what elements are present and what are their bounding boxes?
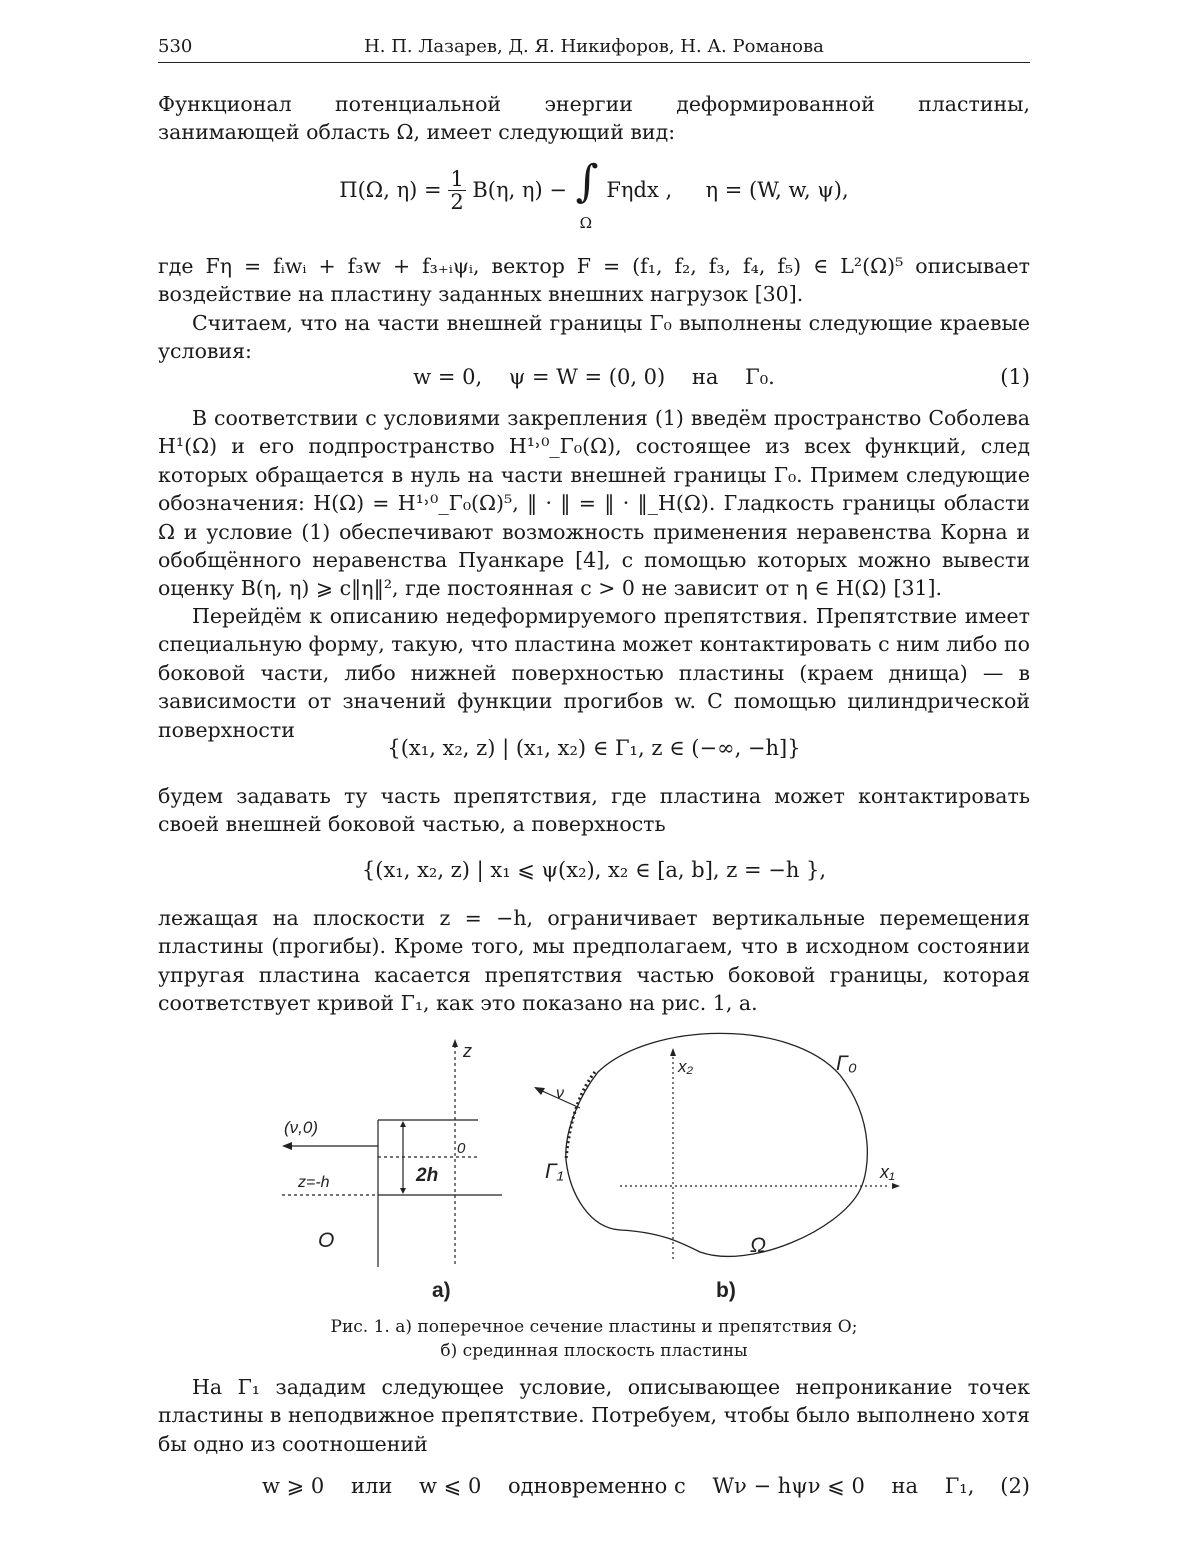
caption-line-2: б) срединная плоскость пластины xyxy=(440,1341,748,1361)
paragraph-5: Перейдём к описанию недеформируемого препятствия. Препятствие имеет специальную форму, такую, что пластина может контактировать с ним либо по боковой части, либо нижней поверхностью пластины (краем днища) — в зависимости от значений функции прогибов w. С помощью цилиндрической поверхности xyxy=(158,604,1030,742)
label-omega: Ω xyxy=(750,1234,766,1257)
paragraph-4: В соответствии с условиями закрепления (1) введём пространство Соболева H¹(Ω) и его подпространство H¹˒⁰_Γ₀(Ω), состоящее из всех функций, след которых обращается в нуль на части внешней границы Γ₀. Примем следующие обозначения: H(Ω) = H¹˒⁰_Γ₀(Ω)⁵, ‖ · ‖ = ‖ · ‖_H(Ω). Гладкость границы области Ω и условие (1) обеспечивают возможность применения неравенства Корна и обобщённого неравенства Пуанкаре [4], с помощью которых можно вывести оценку B(η, η) ⩾ c‖η‖², где постоянная c > 0 не зависит от η ∈ H(Ω) [31]. xyxy=(158,406,1030,601)
equation-2-number: (2) xyxy=(1000,1474,1030,1498)
running-header xyxy=(158,34,1030,63)
dim-arrow-top xyxy=(400,1121,406,1127)
x2-arrow-head xyxy=(670,1048,676,1056)
equation-set-2: {(x₁, x₂, z) | x₁ ⩽ ψ(x₂), x₂ ∈ [a, b], z = −h }, xyxy=(361,858,827,882)
dim-arrow-bottom xyxy=(400,1188,406,1194)
label-nu: ν xyxy=(556,1085,564,1102)
frac-numerator: 1 xyxy=(450,166,464,191)
label-x1: x₁ xyxy=(880,1162,895,1182)
caption-line-1: Рис. 1. а) поперечное сечение пластины и препятствия O; xyxy=(330,1317,858,1337)
gamma1-boundary xyxy=(566,1072,595,1160)
integral-subscript: Ω xyxy=(579,214,593,232)
label-x2: x₂ xyxy=(678,1057,693,1076)
label-gamma1: Γ₁ xyxy=(545,1160,564,1183)
label-zero: 0 xyxy=(457,1140,466,1157)
eq-rhs: Fηdx , η = (W, w, ψ), xyxy=(606,178,849,202)
eq-fraction xyxy=(448,168,465,213)
label-O: O xyxy=(318,1229,335,1252)
paragraph-7: лежащая на плоскости z = −h, ограничивает вертикальные перемещения пластины (прогибы). Кроме того, мы предполагаем, что в исходном состоянии упругая пластина касается препятствия частью боковой границы, которая соответствует кривой Γ₁, как это показано на рис. 1, а. xyxy=(158,906,1030,1016)
equation-set-1: {(x₁, x₂, z) | (x₁, x₂) ∈ Γ₁, z ∈ (−∞, −h]} xyxy=(387,736,801,760)
paragraph-6: будем задавать ту часть препятствия, где пластина может контактировать своей внешней боковой частью, а поверхность xyxy=(158,784,1030,837)
label-b: b) xyxy=(716,1279,736,1302)
domain-boundary xyxy=(566,1033,868,1256)
frac-denominator: 2 xyxy=(450,189,464,214)
page-number: 530 xyxy=(158,36,193,57)
equation-energy xyxy=(158,156,1030,232)
eq-lhs: Π(Ω, η) = xyxy=(339,178,442,202)
label-a: a) xyxy=(432,1279,451,1302)
label-nu0: (ν,0) xyxy=(284,1118,318,1137)
z-arrow-head xyxy=(452,1039,458,1047)
label-gamma0: Γ₀ xyxy=(836,1052,857,1075)
figure-caption xyxy=(158,1315,1030,1363)
paragraph-3: Считаем, что на части внешней границы Γ₀ выполнены следующие краевые условия: xyxy=(158,311,1030,364)
figure-a-cross-section xyxy=(270,1035,520,1305)
header-authors: Н. П. Лазарев, Д. Я. Никифоров, Н. А. Романова xyxy=(364,36,824,57)
integral-glyph: ∫ xyxy=(575,156,599,207)
paragraph-1: Функционал потенциальной энергии деформированной пластины, занимающей область Ω, имеет следующий вид: xyxy=(158,92,1030,145)
integral-sign xyxy=(574,156,600,232)
equation-2: w ⩾ 0 или w ⩽ 0 одновременно с Wν − hψν ⩽ 0 на Γ₁, xyxy=(262,1474,975,1498)
paragraph-8: На Γ₁ зададим следующее условие, описывающее непроникание точек пластины в неподвижное препятствие. Потребуем, чтобы было выполнено хотя бы одно из соотношений xyxy=(158,1375,1030,1456)
label-z: z xyxy=(463,1041,472,1061)
paragraph-2: где Fη = fᵢwᵢ + f₃w + f₃₊ᵢψᵢ, вектор F = (f₁, f₂, f₃, f₄, f₅) ∈ L²(Ω)⁵ описывает воздействие на пластину заданных внешних нагрузок [30]. xyxy=(158,254,1030,307)
equation-1: w = 0, ψ = W = (0, 0) на Γ₀. xyxy=(413,365,775,389)
label-2h: 2h xyxy=(416,1165,439,1186)
x1-arrow-head xyxy=(892,1183,900,1189)
label-z-eq-minus-h: z=-h xyxy=(298,1174,330,1191)
equation-1-number: (1) xyxy=(1000,365,1030,389)
eq-mid: B(η, η) − xyxy=(472,178,567,202)
normal-arrow-head xyxy=(282,1142,292,1150)
figure-b-middle-plane xyxy=(520,1020,910,1305)
